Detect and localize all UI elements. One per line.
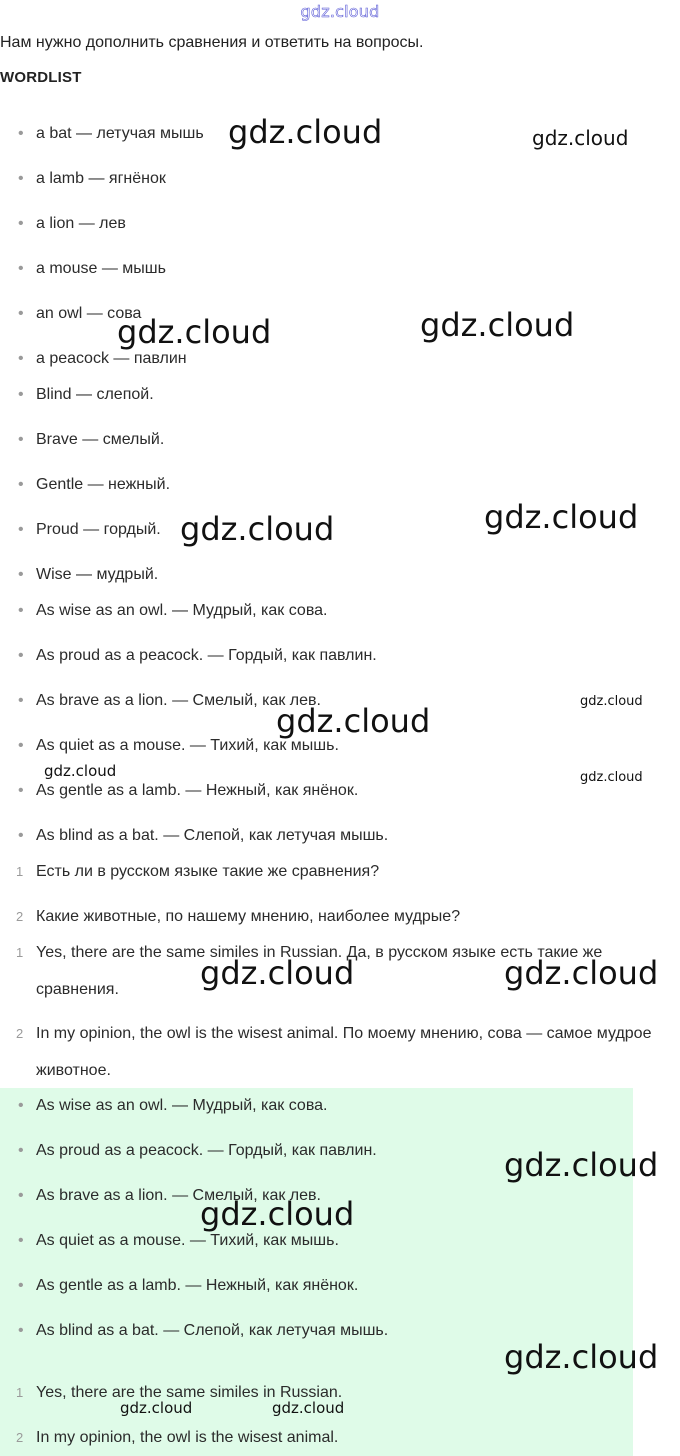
watermark: gdz.cloud <box>200 954 355 992</box>
watermark: gdz.cloud <box>484 498 639 536</box>
watermark: gdz.cloud <box>200 1195 355 1233</box>
question-number: 2 <box>16 909 24 924</box>
bullet-icon: • <box>18 647 24 664</box>
watermark: gdz.cloud <box>44 762 117 780</box>
bullet-icon: • <box>18 386 24 403</box>
watermark: gdz.cloud <box>504 954 659 992</box>
watermark: gdz.cloud <box>504 1146 659 1184</box>
bullet-icon: • <box>18 170 24 187</box>
bullet-icon: • <box>18 350 24 367</box>
bullet-icon: • <box>18 1277 24 1294</box>
bullet-icon: • <box>18 215 24 232</box>
bullet-icon: • <box>18 1187 24 1204</box>
intro-text: Нам нужно дополнить сравнения и ответить на вопросы. <box>0 34 424 51</box>
top-watermark: gdz.cloud <box>300 2 380 21</box>
watermark: gdz.cloud <box>120 1399 193 1417</box>
watermark: gdz.cloud <box>117 313 272 351</box>
bullet-icon: • <box>18 827 24 844</box>
answer-number: 2 <box>16 1026 24 1041</box>
bullet-icon: • <box>18 1232 24 1249</box>
answer-number: 2 <box>16 1430 24 1445</box>
bullet-icon: • <box>18 1142 24 1159</box>
bullet-icon: • <box>18 260 24 277</box>
bullet-icon: • <box>18 125 24 142</box>
bullet-icon: • <box>18 1097 24 1114</box>
question-number: 1 <box>16 864 24 879</box>
bullet-icon: • <box>18 566 24 583</box>
bullet-icon: • <box>18 737 24 754</box>
watermark: gdz.cloud <box>532 126 629 150</box>
bullet-icon: • <box>18 1322 24 1339</box>
bullet-icon: • <box>18 521 24 538</box>
watermark: gdz.cloud <box>580 694 643 709</box>
bullet-icon: • <box>18 692 24 709</box>
watermark: gdz.cloud <box>180 510 335 548</box>
bullet-icon: • <box>18 602 24 619</box>
bullet-icon: • <box>18 476 24 493</box>
watermark: gdz.cloud <box>420 306 575 344</box>
bullet-icon: • <box>18 782 24 799</box>
bullet-icon: • <box>18 431 24 448</box>
watermark: gdz.cloud <box>504 1338 659 1376</box>
bullet-icon: • <box>18 305 24 322</box>
wordlist-heading: WORDLIST <box>0 69 82 86</box>
watermark: gdz.cloud <box>272 1399 345 1417</box>
answer-number: 1 <box>16 1385 24 1400</box>
watermark: gdz.cloud <box>276 702 431 740</box>
watermark: gdz.cloud <box>228 113 383 151</box>
answer-number: 1 <box>16 945 24 960</box>
watermark: gdz.cloud <box>580 770 643 785</box>
